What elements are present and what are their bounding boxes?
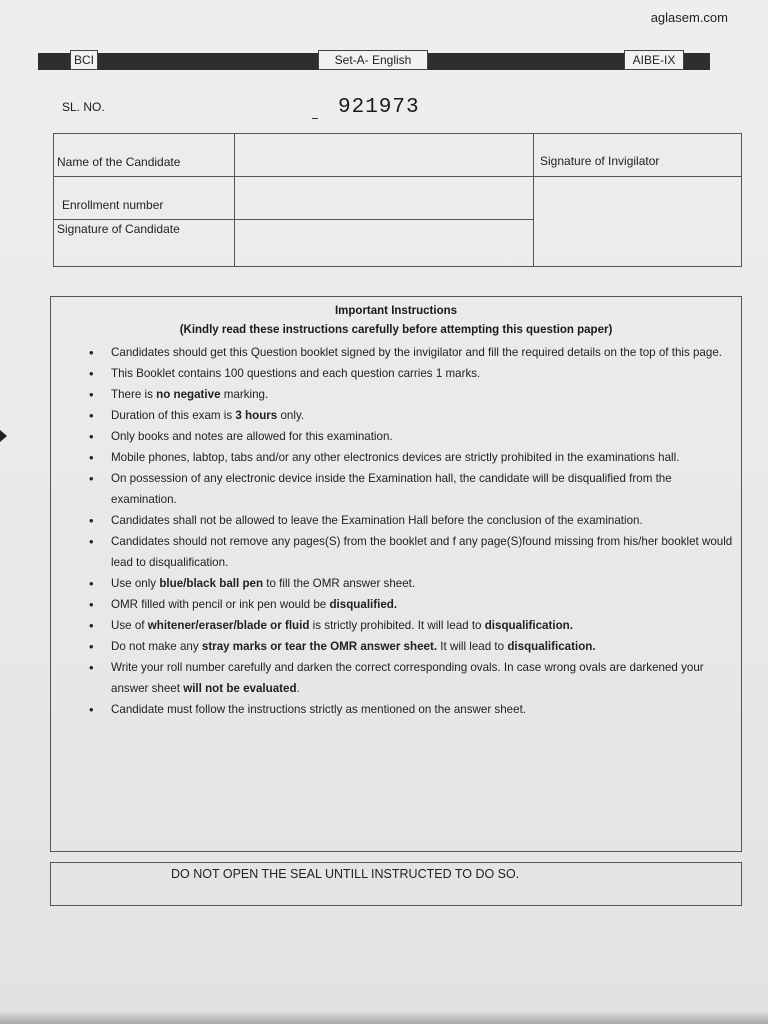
instruction-item	[89, 573, 734, 594]
instructions-box	[50, 296, 742, 852]
instruction-text: Candidates should not remove any pages(S) from the booklet and f any page(S)found missing from his/her booklet would lead to disqualification.	[111, 535, 733, 569]
binding-mark	[0, 430, 7, 442]
instruction-emphasis: 3 hours	[235, 409, 278, 422]
instruction-item	[89, 531, 734, 573]
instruction-item	[89, 657, 734, 699]
instructions-list	[89, 342, 734, 720]
serial-number-label: SL. NO.	[62, 100, 105, 114]
instruction-text: Mobile phones, labtop, tabs and/or any other electronics devices are strictly prohibited in the examinations hall.	[111, 451, 680, 464]
page-edge-shadow	[0, 1010, 768, 1024]
instruction-text: It will lead to	[437, 640, 508, 653]
header-set-label: Set-A- English	[318, 50, 428, 70]
instruction-text: Duration of this exam is	[111, 409, 236, 422]
instruction-emphasis: disqualification.	[484, 619, 573, 632]
instruction-text: Use only	[111, 577, 160, 590]
instruction-text: is strictly prohibited. It will lead to	[309, 619, 485, 632]
enrollment-label: Enrollment number	[62, 198, 164, 212]
instruction-item	[89, 342, 734, 363]
instruction-item	[89, 615, 734, 636]
instruction-text: There is	[111, 388, 157, 401]
instruction-text: Use of	[111, 619, 148, 632]
instruction-item	[89, 510, 734, 531]
instructions-subtitle: (Kindly read these instructions carefully before attempting this question paper)	[179, 324, 613, 336]
instruction-emphasis: disqualification.	[507, 640, 596, 653]
table-divider	[533, 176, 741, 177]
serial-mark	[312, 118, 318, 119]
instruction-text: Candidates shall not be allowed to leave the Examination Hall before the conclusion of the examination.	[111, 514, 643, 527]
instruction-item	[89, 594, 734, 615]
instruction-text: to fill the OMR answer sheet.	[263, 577, 416, 590]
table-divider	[54, 219, 533, 220]
instruction-text: Candidates should get this Question booklet signed by the invigilator and fill the required details on the top of this page.	[111, 346, 722, 359]
instruction-text: Write your roll number carefully and darken the correct corresponding ovals. In case wrong ovals are darkened your answer sheet	[111, 661, 704, 695]
invigilator-signature-label: Signature of Invigilator	[540, 154, 660, 168]
table-divider	[234, 134, 235, 266]
instruction-text: Candidate must follow the instructions strictly as mentioned on the answer sheet.	[111, 703, 527, 716]
instruction-item	[89, 699, 734, 720]
instruction-item	[89, 447, 734, 468]
header-exam-code: AIBE-IX	[624, 50, 684, 70]
instruction-item	[89, 405, 734, 426]
instruction-emphasis: will not be evaluated	[183, 682, 297, 695]
instruction-text: .	[296, 682, 300, 695]
table-divider	[533, 134, 534, 266]
instruction-text: On possession of any electronic device inside the Examination hall, the candidate will be disqualified from the examination.	[111, 472, 672, 506]
instruction-emphasis: stray marks or tear the OMR answer sheet.	[201, 640, 438, 653]
name-label: Name of the Candidate	[57, 155, 181, 169]
instruction-text: Do not make any	[111, 640, 202, 653]
candidate-details-table	[53, 133, 742, 267]
instruction-text: marking.	[220, 388, 269, 401]
instruction-item	[89, 363, 734, 384]
instruction-emphasis: blue/black ball pen	[159, 577, 264, 590]
table-divider	[54, 176, 533, 177]
instruction-item	[89, 426, 734, 447]
instruction-text: This Booklet contains 100 questions and each question carries 1 marks.	[111, 367, 481, 380]
serial-number-value: 921973	[338, 96, 420, 119]
instruction-text: Only books and notes are allowed for this examination.	[111, 430, 393, 443]
seal-notice-box	[50, 862, 742, 906]
seal-notice: DO NOT OPEN THE SEAL UNTILL INSTRUCTED TO DO SO.	[171, 867, 520, 881]
instructions-title: Important Instructions	[334, 305, 458, 317]
instruction-item	[89, 468, 734, 510]
instruction-text: only.	[277, 409, 305, 422]
instruction-emphasis: whitener/eraser/blade or fluid	[147, 619, 310, 632]
candidate-signature-label: Signature of Candidate	[57, 222, 180, 236]
instruction-emphasis: no negative	[156, 388, 221, 401]
watermark: aglasem.com	[650, 10, 728, 25]
instruction-item	[89, 636, 734, 657]
instruction-emphasis: disqualified.	[329, 598, 398, 611]
header-bci-label: BCI	[70, 50, 98, 70]
instruction-item	[89, 384, 734, 405]
instruction-text: OMR filled with pencil or ink pen would be	[111, 598, 330, 611]
